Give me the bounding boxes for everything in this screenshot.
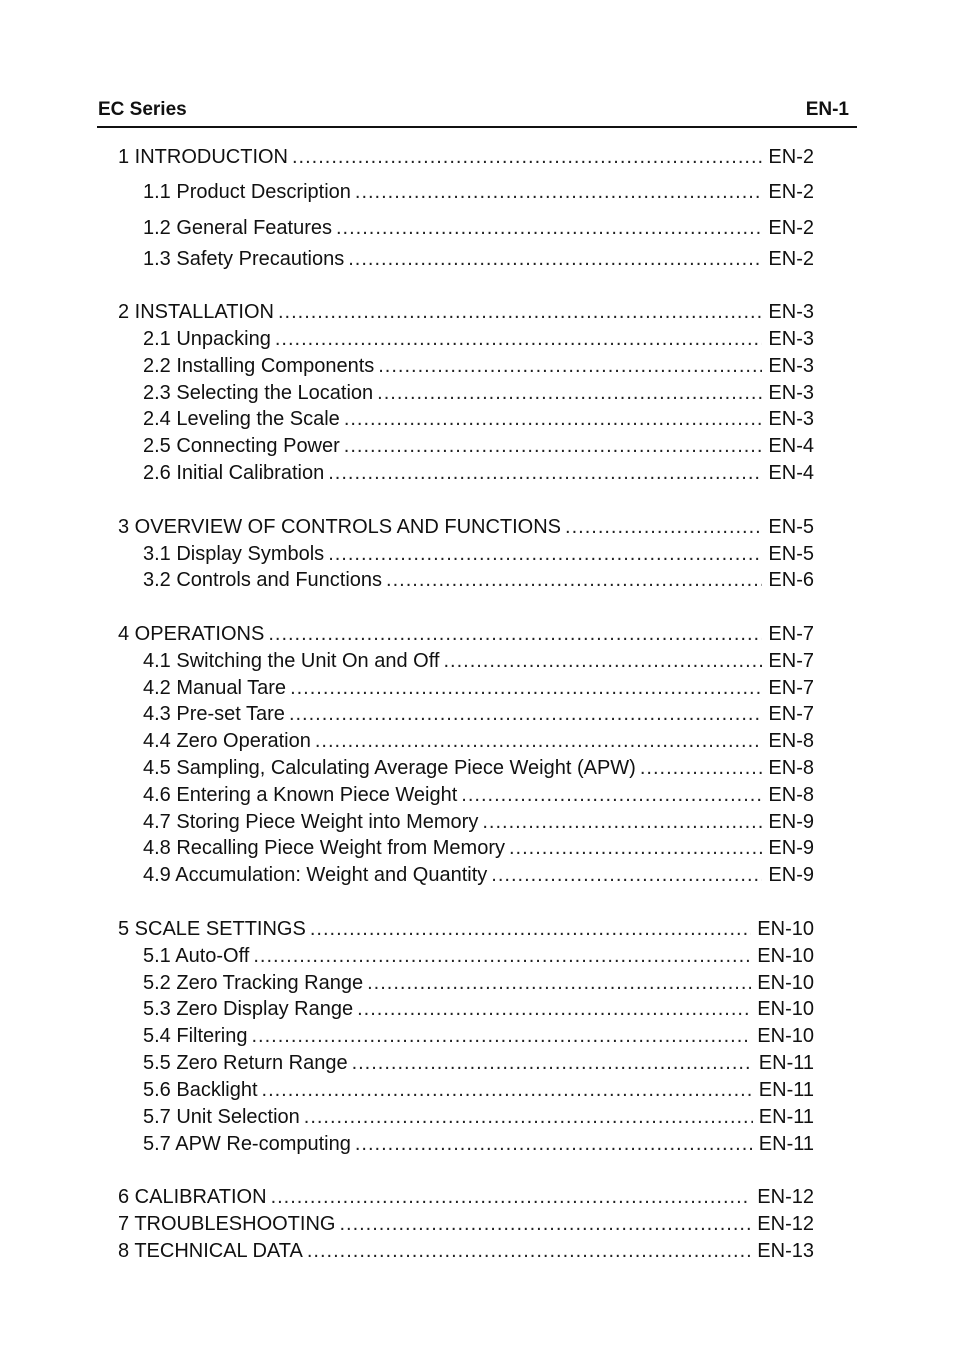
dot-leader (278, 299, 762, 325)
toc-entry-page: EN-5 (768, 543, 814, 565)
toc-entry-label: 7 TROUBLESHOOTING (118, 1213, 336, 1235)
toc-entry-page: EN-4 (768, 462, 814, 484)
dot-leader (348, 246, 762, 272)
dot-leader (339, 1211, 751, 1237)
toc-entry-label: 5.1 Auto-Off (143, 945, 250, 967)
toc-entry-label: 2.3 Selecting the Location (143, 382, 374, 404)
toc-entry-page: EN-6 (768, 569, 814, 591)
toc-entry-page: EN-7 (768, 650, 814, 672)
toc-entry[interactable] (118, 514, 814, 540)
dot-leader (378, 353, 762, 379)
toc-entry-label: 5.3 Zero Display Range (143, 998, 354, 1020)
toc-entry-label: 5.6 Backlight (143, 1079, 258, 1101)
toc-entry-label: 1.2 General Features (143, 217, 332, 239)
dot-leader (275, 326, 763, 352)
dot-leader (377, 380, 762, 406)
toc-entry[interactable] (118, 299, 814, 325)
dot-leader (565, 514, 762, 540)
dot-leader (328, 460, 762, 486)
dot-leader (352, 1050, 753, 1076)
toc-entry[interactable] (143, 648, 814, 674)
toc-entry[interactable] (143, 353, 814, 379)
toc-entry[interactable] (143, 215, 814, 241)
toc-entry-label: 4.5 Sampling, Calculating Average Piece Weight (APW) (143, 757, 636, 779)
toc-entry[interactable] (143, 541, 814, 567)
dot-leader (310, 916, 751, 942)
dot-leader (315, 728, 763, 754)
dot-leader (640, 755, 763, 781)
toc-entry-page: EN-2 (768, 146, 814, 168)
dot-leader (344, 433, 763, 459)
toc-entry-label: 4.3 Pre-set Tare (143, 703, 285, 725)
toc-entry[interactable] (118, 1211, 814, 1237)
dot-leader (491, 862, 762, 888)
toc-entry-label: 5.5 Zero Return Range (143, 1052, 348, 1074)
toc-entry[interactable] (118, 916, 814, 942)
toc-entry-page: EN-8 (768, 784, 814, 806)
toc-entry-page: EN-11 (758, 1106, 814, 1128)
toc-entry-label: 4.7 Storing Piece Weight into Memory (143, 811, 479, 833)
toc-entry[interactable] (143, 862, 814, 888)
dot-leader (509, 835, 762, 861)
toc-entry[interactable] (143, 701, 814, 727)
toc-entry-page: EN-13 (757, 1240, 814, 1262)
toc-entry-page: EN-3 (768, 382, 814, 404)
toc-entry[interactable] (143, 1077, 814, 1103)
toc-entry[interactable] (143, 1023, 814, 1049)
dot-leader (336, 215, 762, 241)
toc-entry[interactable] (143, 728, 814, 754)
toc-entry-label: 2.1 Unpacking (143, 328, 271, 350)
toc-entry-page: EN-4 (768, 435, 814, 457)
dot-leader (271, 1184, 752, 1210)
toc-entry-page: EN-3 (768, 355, 814, 377)
toc-entry[interactable] (143, 326, 814, 352)
toc-entry-page: EN-10 (757, 972, 814, 994)
dot-leader (461, 782, 762, 808)
toc-entry-page: EN-2 (768, 248, 814, 270)
toc-entry[interactable] (118, 1184, 814, 1210)
toc-entry-page: EN-3 (768, 328, 814, 350)
toc-entry-label: 2.4 Leveling the Scale (143, 408, 340, 430)
toc-entry[interactable] (118, 1238, 814, 1264)
toc-entry-page: EN-12 (757, 1186, 814, 1208)
toc-entry-label: 3.1 Display Symbols (143, 543, 325, 565)
toc-entry[interactable] (143, 406, 814, 432)
toc-entry-label: 5.7 APW Re-computing (143, 1133, 351, 1155)
dot-leader (367, 970, 751, 996)
toc-entry[interactable] (143, 943, 814, 969)
toc-entry-label: 4.2 Manual Tare (143, 677, 287, 699)
dot-leader (304, 1104, 753, 1130)
toc-entry-label: 4.8 Recalling Piece Weight from Memory (143, 837, 505, 859)
toc-entry-page: EN-8 (768, 757, 814, 779)
toc-entry[interactable] (143, 567, 814, 593)
document-title: EC Series (98, 99, 187, 120)
toc-entry[interactable] (143, 675, 814, 701)
toc-entry-page: EN-3 (768, 408, 814, 430)
toc-entry-page: EN-10 (757, 918, 814, 940)
toc-entry-label: 2.2 Installing Components (143, 355, 375, 377)
toc-entry[interactable] (143, 380, 814, 406)
toc-entry-page: EN-10 (757, 998, 814, 1020)
toc-entry[interactable] (143, 782, 814, 808)
toc-entry[interactable] (118, 621, 814, 647)
toc-entry-label: 4.9 Accumulation: Weight and Quantity (143, 864, 488, 886)
toc-entry[interactable] (143, 433, 814, 459)
toc-entry-label: 3.2 Controls and Functions (143, 569, 383, 591)
dot-leader (307, 1238, 751, 1264)
toc-entry-page: EN-7 (768, 703, 814, 725)
dot-leader (262, 1077, 753, 1103)
toc-entry-label: 5.2 Zero Tracking Range (143, 972, 364, 994)
toc-entry-page: EN-3 (768, 301, 814, 323)
toc-entry-label: 5.7 Unit Selection (143, 1106, 300, 1128)
toc-entry-page: EN-7 (768, 623, 814, 645)
toc-entry[interactable] (143, 246, 814, 272)
dot-leader (355, 179, 763, 205)
toc-entry-page: EN-8 (768, 730, 814, 752)
dot-leader (290, 675, 762, 701)
toc-entry-page: EN-10 (757, 1025, 814, 1047)
toc-entry-page: EN-11 (758, 1079, 814, 1101)
toc-entry-label: 8 TECHNICAL DATA (118, 1240, 303, 1262)
toc-entry-label: 1.1 Product Description (143, 181, 351, 203)
toc-entry-page: EN-9 (768, 837, 814, 859)
toc-entry-label: 4.6 Entering a Known Piece Weight (143, 784, 458, 806)
page-header (97, 98, 857, 128)
toc-entry[interactable] (143, 460, 814, 486)
toc-entry-label: 4.1 Switching the Unit On and Off (143, 650, 440, 672)
dot-leader (252, 1023, 752, 1049)
toc-entry[interactable] (143, 1131, 814, 1157)
dot-leader (253, 943, 751, 969)
toc-entry-page: EN-2 (768, 217, 814, 239)
toc-entry-label: 1.3 Safety Precautions (143, 248, 345, 270)
toc-entry-label: 6 CALIBRATION (118, 1186, 267, 1208)
toc-entry-page: EN-12 (757, 1213, 814, 1235)
dot-leader (344, 406, 763, 432)
toc-entry-label: 1 INTRODUCTION (118, 146, 288, 168)
toc-entry[interactable] (143, 970, 814, 996)
toc-entry-page: EN-5 (768, 516, 814, 538)
toc-entry-label: 4 OPERATIONS (118, 623, 265, 645)
toc-entry[interactable] (118, 144, 814, 170)
toc-entry[interactable] (143, 835, 814, 861)
dot-leader (386, 567, 762, 593)
toc-entry[interactable] (143, 996, 814, 1022)
dot-leader (355, 1131, 753, 1157)
toc-entry-label: 2 INSTALLATION (118, 301, 274, 323)
toc-entry-label: 2.6 Initial Calibration (143, 462, 325, 484)
dot-leader (292, 144, 762, 170)
dot-leader (328, 541, 762, 567)
toc-entry-page: EN-2 (768, 181, 814, 203)
page-number: EN-1 (805, 99, 849, 120)
toc-entry-label: 4.4 Zero Operation (143, 730, 311, 752)
toc-entry-label: 5.4 Filtering (143, 1025, 248, 1047)
dot-leader (268, 621, 762, 647)
toc-entry-page: EN-9 (768, 811, 814, 833)
dot-leader (357, 996, 751, 1022)
toc-entry[interactable] (143, 809, 814, 835)
toc-entry-label: 2.5 Connecting Power (143, 435, 340, 457)
dot-leader (443, 648, 762, 674)
toc-entry[interactable] (143, 755, 814, 781)
toc-entry-label: 5 SCALE SETTINGS (118, 918, 306, 940)
toc-entry-label: 3 OVERVIEW OF CONTROLS AND FUNCTIONS (118, 516, 562, 538)
toc-entry[interactable] (143, 1104, 814, 1130)
toc-entry[interactable] (143, 179, 814, 205)
toc-entry[interactable] (143, 1050, 814, 1076)
toc-entry-page: EN-11 (758, 1052, 814, 1074)
toc-entry-page: EN-7 (768, 677, 814, 699)
dot-leader (482, 809, 762, 835)
toc-entry-page: EN-9 (768, 864, 814, 886)
toc-entry-page: EN-10 (757, 945, 814, 967)
dot-leader (289, 701, 762, 727)
toc-entry-page: EN-11 (758, 1133, 814, 1155)
